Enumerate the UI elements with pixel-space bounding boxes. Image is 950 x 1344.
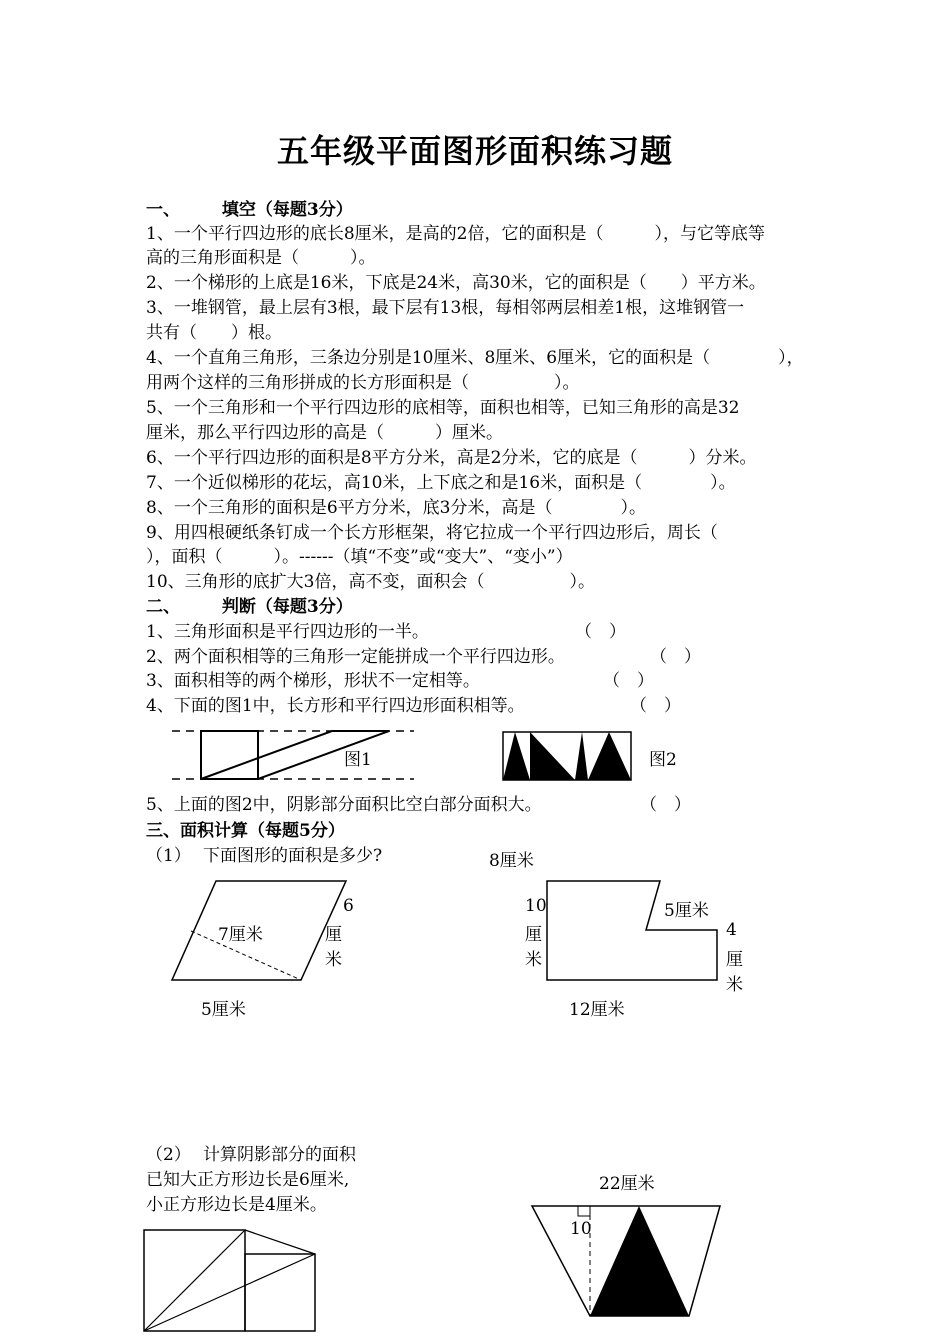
page-title: 五年级平面图形面积练习题 [276, 132, 673, 170]
lshape-left-char1: 厘 [525, 925, 542, 945]
fill-in-line: 2、一个梯形的上底是16米，下底是24米，高30米，它的面积是（ ）平方米。 [146, 273, 766, 293]
lshape-right-char1: 厘 [726, 950, 743, 970]
lshape-right-num: 4 [726, 920, 737, 940]
judge-bracket-3: （ ） [603, 671, 654, 691]
fill-in-line: 用两个这样的三角形拼成的长方形面积是（ ）。 [146, 373, 580, 393]
para-base-label: 5厘米 [201, 1000, 246, 1020]
para-side-char2: 米 [325, 950, 342, 970]
lshape-left-num: 10 [525, 896, 547, 916]
judge-bracket-1: （ ） [575, 622, 626, 642]
q2-text: 计算阴影部分的面积 [203, 1145, 356, 1165]
fill-in-line: 9、用四根硬纸条钉成一个长方形框架，将它拉成一个平行四边形后，周长（ [146, 523, 718, 543]
lshape-bottom-label: 12厘米 [569, 1000, 625, 1020]
fill-in-line: 7、一个近似梯形的花坛，高10米，上下底之和是16米，面积是（ ）。 [146, 473, 736, 493]
trap-height-label: 10 [570, 1219, 592, 1239]
fill-in-line: 厘米，那么平行四边形的高是（ ）厘米。 [146, 423, 503, 443]
fill-in-line: 4、一个直角三角形，三条边分别是10厘米、8厘米、6厘米，它的面积是（ ）， [146, 348, 804, 368]
section2-title: 判断（每题3分） [221, 597, 353, 617]
fill-in-line: 共有（ ）根。 [146, 323, 282, 343]
q1-text: 下面图形的面积是多少? [203, 846, 383, 866]
judge-item-2: 2、两个面积相等的三角形一定能拼成一个平行四边形。 [146, 647, 565, 667]
lshape-left-char2: 米 [525, 950, 542, 970]
para-height-label: 7厘米 [218, 925, 263, 945]
fill-in-line: 8、一个三角形的面积是6平方分米，底3分米，高是（ ）。 [146, 498, 646, 518]
section1-title: 填空（每题3分） [221, 200, 353, 220]
q1-label: （1） [146, 846, 191, 866]
para-side-char1: 厘 [325, 925, 342, 945]
fill-in-line: 6、一个平行四边形的面积是8平方分米，高是2分米，它的底是（ ）分米。 [146, 448, 757, 468]
trap-top-label: 22厘米 [599, 1174, 655, 1194]
judge-bracket-5: （ ） [640, 795, 691, 815]
fill-in-line: ），面积（ ）。------（填“不变”或“变大”、“变小”） [146, 547, 573, 567]
lshape-top-label: 8厘米 [489, 851, 534, 871]
figure-2-label: 图2 [649, 750, 677, 770]
fill-in-line: 10、三角形的底扩大3倍，高不变，面积会（ ）。 [146, 572, 595, 592]
judge-bracket-2: （ ） [650, 647, 701, 667]
section2-number: 二、 [146, 597, 180, 617]
section1-number: 一、 [146, 200, 180, 220]
judge-bracket-4: （ ） [630, 696, 681, 716]
fill-in-line: 3、一堆钢管，最上层有3根，最下层有13根，每相邻两层相差1根，这堆钢管一 [146, 298, 745, 318]
para-side-num: 6 [343, 896, 354, 916]
q2-given-1: 已知大正方形边长是6厘米, [146, 1170, 350, 1190]
lshape-notch-label: 5厘米 [664, 901, 709, 921]
lshape-right-char2: 米 [726, 975, 743, 995]
judge-item-3: 3、面积相等的两个梯形，形状不一定相等。 [146, 671, 480, 691]
figure-1-label: 图1 [344, 750, 372, 770]
fill-in-line: 1、一个平行四边形的底长8厘米，是高的2倍，它的面积是（ ），与它等底等 [146, 224, 765, 244]
fill-in-line: 高的三角形面积是（ ）。 [146, 248, 376, 268]
q2-label: （2） [146, 1145, 191, 1165]
section3-heading: 三、面积计算（每题5分） [146, 821, 345, 841]
judge-item-4: 4、下面的图1中，长方形和平行四边形面积相等。 [146, 696, 525, 716]
q2-given-2: 小正方形边长是4厘米。 [146, 1195, 327, 1215]
judge-item-5: 5、上面的图2中，阴影部分面积比空白部分面积大。 [146, 795, 542, 815]
fill-in-line: 5、一个三角形和一个平行四边形的底相等，面积也相等，已知三角形的高是32 [146, 398, 740, 418]
judge-item-1: 1、三角形面积是平行四边形的一半。 [146, 622, 429, 642]
